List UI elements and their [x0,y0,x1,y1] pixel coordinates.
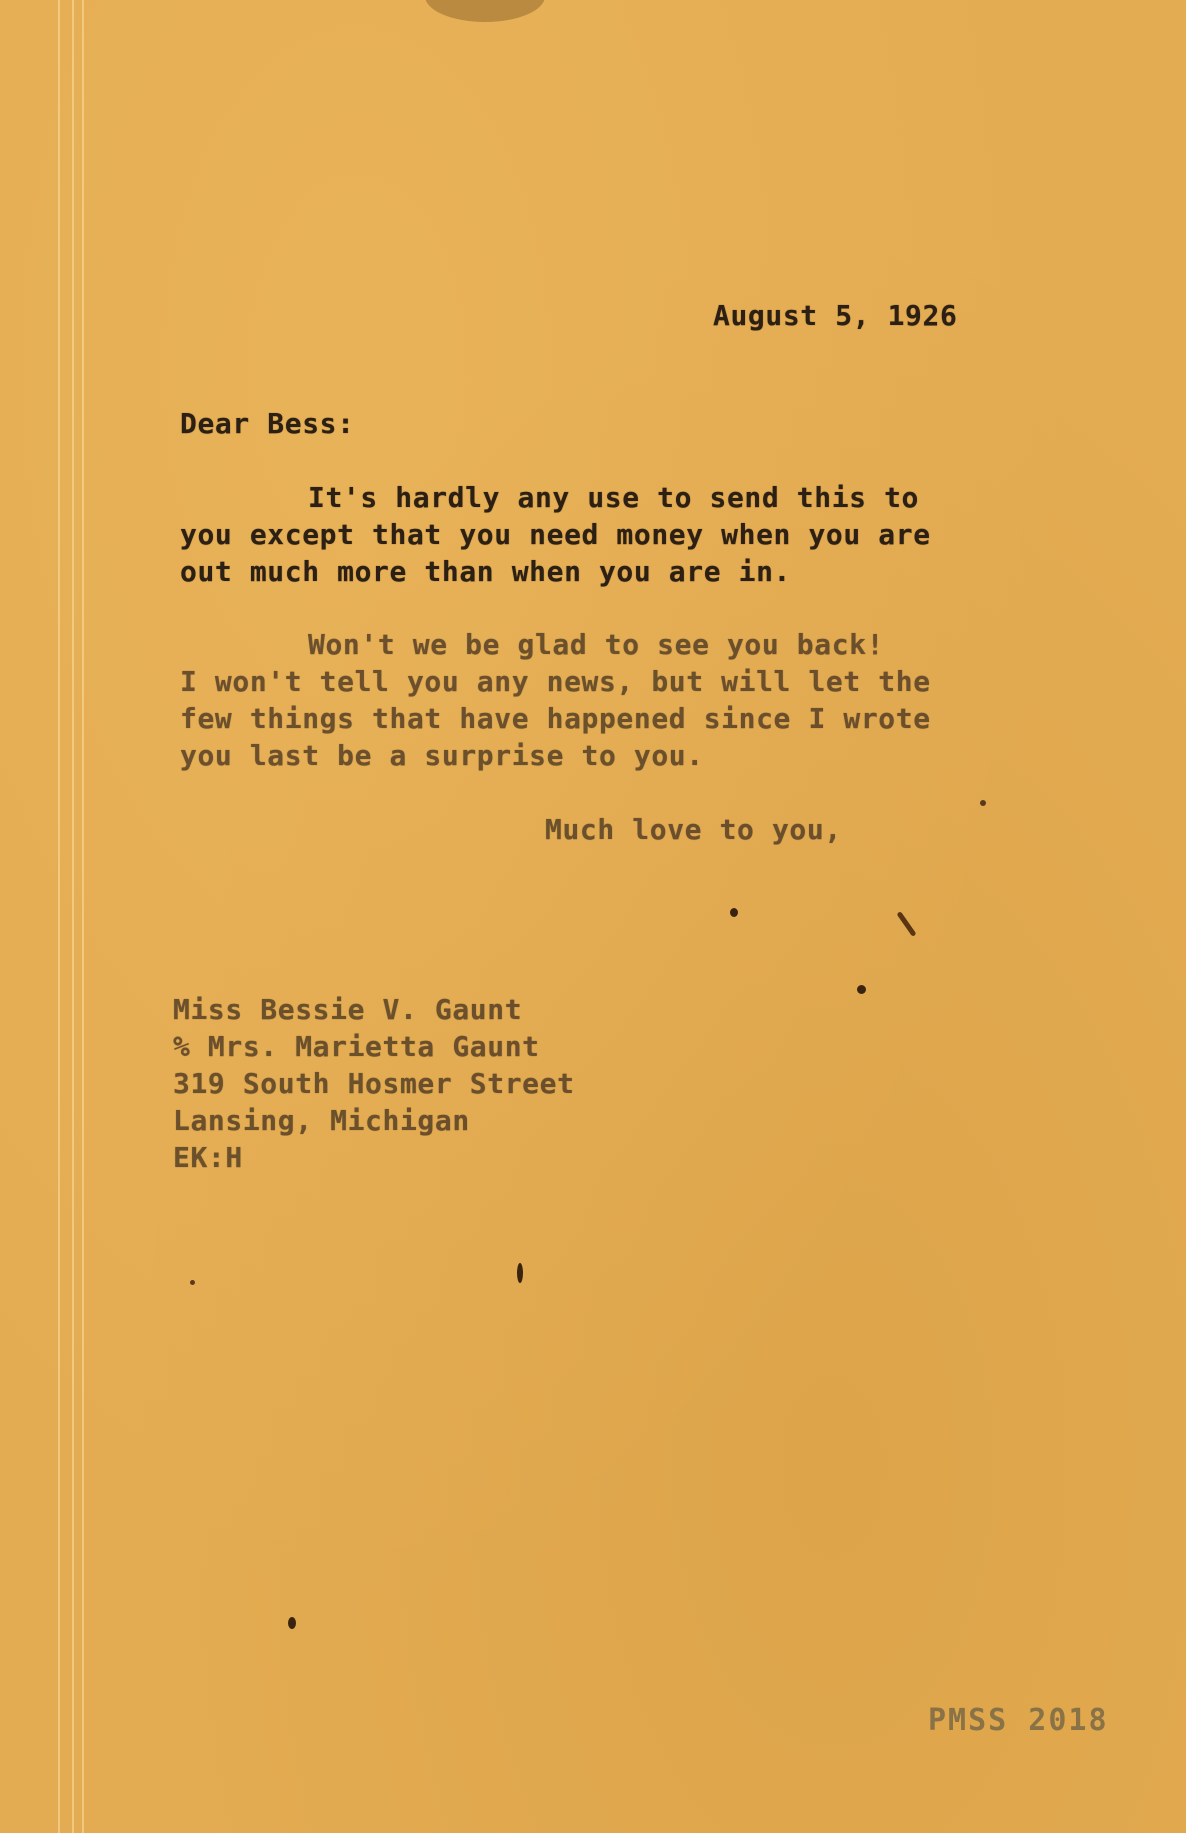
paragraph-line: you except that you need money when you are [180,518,931,551]
address-line: 319 South Hosmer Street [173,1067,575,1100]
ink-speck [288,1617,296,1629]
paragraph-line: It's hardly any use to send this to [308,481,920,514]
paper-crease [58,0,60,1833]
address-line: Miss Bessie V. Gaunt [173,993,523,1026]
ink-speck [857,985,866,994]
paragraph-line: Won't we be glad to see you back! [308,628,885,661]
page-edge [1186,0,1200,1833]
letter-salutation: Dear Bess: [180,407,355,440]
address-line: Lansing, Michigan [173,1104,470,1137]
archive-stamp: PMSS 2018 [928,1703,1109,1738]
paragraph-line: out much more than when you are in. [180,555,792,588]
paper-crease [82,0,84,1833]
ink-speck [980,800,986,806]
letter-date: August 5, 1926 [713,299,958,332]
paragraph-line: I won't tell you any news, but will let the [180,665,931,698]
ink-speck [190,1280,195,1285]
ink-speck [730,908,738,917]
paragraph-line: few things that have happened since I wrote [180,702,931,735]
paragraph-line: you last be a surprise to you. [180,739,704,772]
address-line: % Mrs. Marietta Gaunt [173,1030,540,1063]
letter-closing: Much love to you, [545,813,842,846]
ink-speck [517,1263,523,1283]
typist-initials: EK:H [173,1141,243,1174]
fiber-mark [896,911,916,937]
paper-crease [72,0,74,1833]
paper-tear [425,0,545,22]
